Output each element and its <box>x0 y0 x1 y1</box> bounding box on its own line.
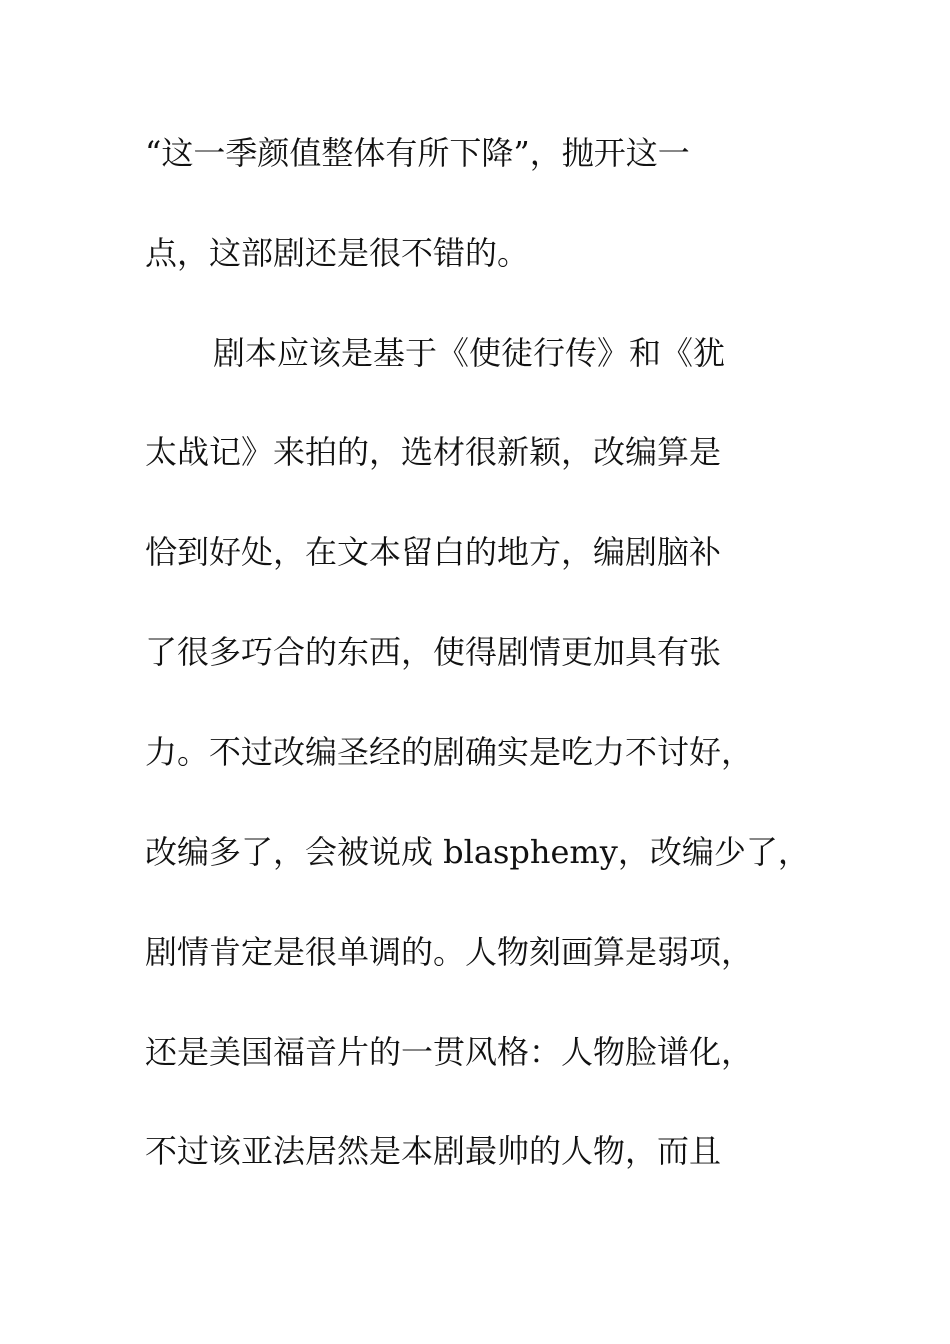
text-line: 不过该亚法居然是本剧最帅的人物，而且 <box>145 1132 722 1170</box>
text-line: 恰到好处，在文本留白的地方，编剧脑补 <box>145 533 722 571</box>
text-line: 了很多巧合的东西，使得剧情更加具有张 <box>145 633 722 671</box>
paragraph-start-line: 剧本应该是基于《使徒行传》和《犹 <box>213 334 726 372</box>
text-line: 点，这部剧还是很不错的。 <box>145 234 530 272</box>
text-line: 太战记》来拍的，选材很新颖，改编算是 <box>145 433 722 471</box>
text-line: 改编多了，会被说成 blasphemy，改编少了， <box>145 833 810 871</box>
text-line: 还是美国福音片的一贯风格：人物脸谱化， <box>145 1033 754 1071</box>
text-line: 力。不过改编圣经的剧确实是吃力不讨好， <box>145 733 754 771</box>
text-line: 剧情肯定是很单调的。人物刻画算是弱项， <box>145 933 754 971</box>
text-line: “这一季颜值整体有所下降”，抛开这一 <box>145 134 690 172</box>
